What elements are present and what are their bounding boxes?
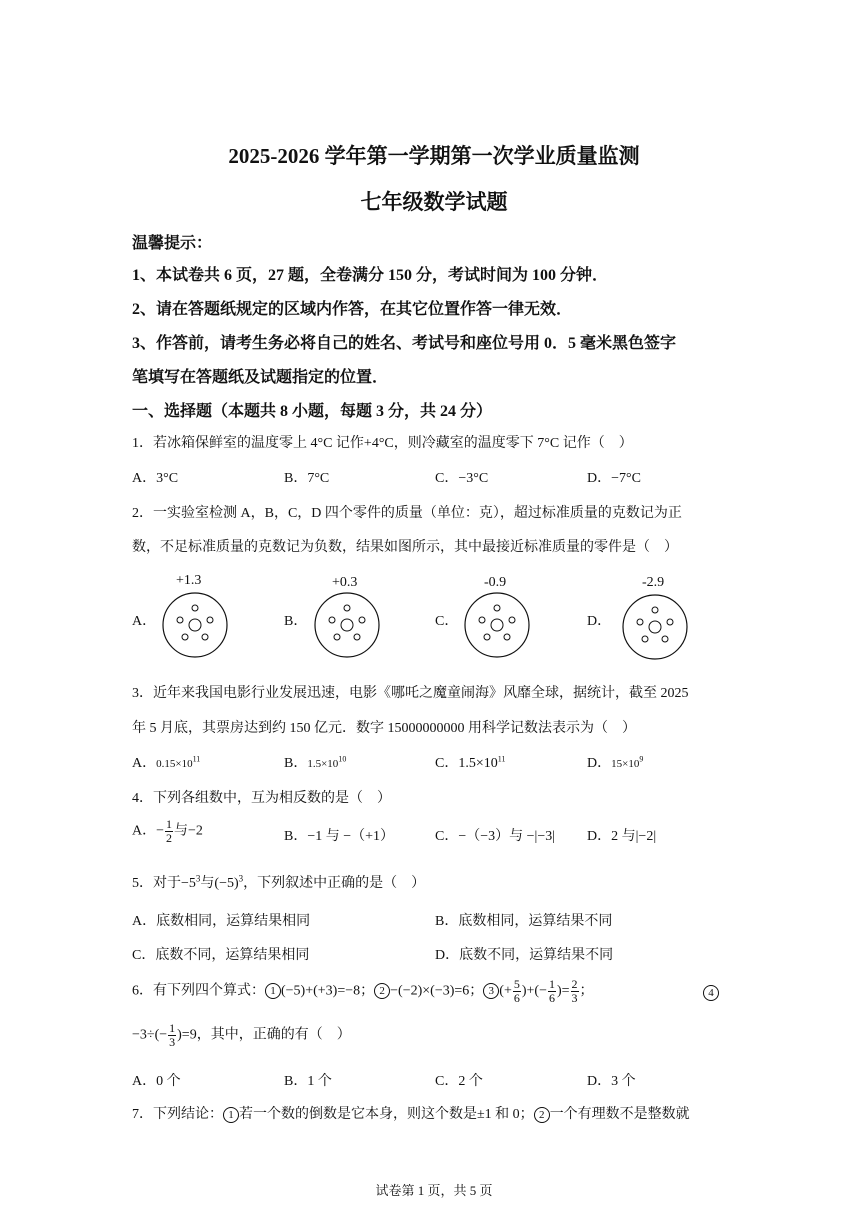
q5-option-b: B．底数相同，运算结果不同 (435, 914, 613, 929)
q6-option-d: D．3 个 (587, 1074, 636, 1089)
note-1: 1、本试卷共 6 页，27 题，全卷满分 150 分，考试时间为 100 分钟． (132, 267, 609, 284)
circled-2: 2 (534, 1107, 550, 1123)
q3-stem-line1: 3．近年来我国电影行业发展迅速，电影《哪吒之魔童闹海》风靡全球，据统计，截至 2025 (132, 686, 689, 701)
page-footer: 试卷第 1 页，共 5 页 (375, 1183, 493, 1198)
q2-part-c-value: -0.9 (484, 575, 507, 590)
q2-part-b-label: B． (284, 614, 308, 629)
note-2: 2、请在答题纸规定的区域内作答，在其它位置作答一律无效． (132, 301, 573, 318)
q3-option-b: B．$1.5\times 10^{10}$ (284, 754, 347, 771)
circled-1: 1 (223, 1107, 239, 1123)
q2-part-c-label: C． (435, 614, 459, 629)
exam-subtitle: 七年级数学试题 (360, 190, 508, 214)
q4-option-d: D．2 与|−2| (587, 829, 657, 844)
q4-option-a: A．− $\frac{1}{2}$ 与−2 (132, 817, 203, 845)
q6-option-a: A．0 个 (132, 1074, 181, 1089)
q1-option-d: D．−7°C (587, 471, 641, 486)
q2-part-a-value: +1.3 (176, 573, 202, 588)
circled-2: 2 (374, 983, 390, 999)
q6-line2: −3÷(− $\frac{1}{3}$ )=9，其中，正确的有（ ） (132, 1021, 351, 1049)
q4-stem: 4．下列各组数中，互为相反数的是（ ） (132, 791, 391, 806)
note-3a: 3、作答前，请考生务必将自己的姓名、考试号和座位号用 0．5 毫米黑色签字 (132, 335, 677, 352)
q2-part-b-figure (312, 590, 382, 660)
q2-stem-line1: 2．一实验室检测 A，B，C，D 四个零件的质量（单位：克），超过标准质量的克数记为正 (132, 506, 682, 521)
notes-heading: 温馨提示： (132, 235, 213, 252)
q5-option-c: C．底数不同，运算结果相同 (132, 948, 310, 963)
q2-part-d-label: D． (587, 614, 612, 629)
q1-stem: 1．若冰箱保鲜室的温度零上 4°C 记作+4°C，则冷藏室的温度零下 7°C 记作（ ） (132, 436, 633, 451)
circled-4: 4 (703, 985, 719, 1001)
q4-option-c: C．−（−3）与 −|−3| (435, 829, 556, 844)
q2-part-d-value: -2.9 (642, 575, 665, 590)
q2-part-a-figure (160, 590, 230, 660)
section-heading: 一、选择题（本题共 8 小题，每题 3 分，共 24 分） (132, 403, 493, 420)
q6-line1: 6．有下列四个算式： 1 (−5)+(+3)=−8； 2 −(−2)×(−3)=6； 3 (+ $\frac{5}{6}$ )+(− $\frac{1}{6}$ )= $\frac{2}{3}$ ； (132, 977, 594, 1005)
q3-stem-line2: 年 5 月底，其票房达到约 150 亿元．数字 15000000000 用科学记数法表示为（ ） (132, 721, 636, 736)
q3-option-a: A．$0.15\times 10^{11}$ (132, 754, 201, 771)
q2-part-a-label: A． (132, 614, 157, 629)
q2-stem-line2: 数，不足标准质量的克数记为负数，结果如图所示，其中最接近标准质量的零件是（ ） (132, 540, 678, 555)
q3-option-c: C．$1.5\times 10^{11}$ (435, 754, 506, 771)
q1-option-a: A．3°C (132, 471, 179, 486)
circled-1: 1 (265, 983, 281, 999)
q2-part-b-value: +0.3 (332, 575, 358, 590)
q5-option-d: D．底数不同，运算结果不同 (435, 948, 614, 963)
q2-part-c-figure (462, 590, 532, 660)
circled-3: 3 (483, 983, 499, 999)
q1-option-c: C．−3°C (435, 471, 489, 486)
q4-option-b: B．−1 与 −（+1） (284, 829, 395, 844)
q7-stem: 7．下列结论： 1 若一个数的倒数是它本身，则这个数是±1 和 0； 2 一个有理数不是整数就 (132, 1107, 690, 1122)
q5-stem: 5．对于$-5^3$与$(-5)^3$，下列叙述中正确的是（ ） (132, 873, 426, 891)
q5-option-a: A．底数相同，运算结果相同 (132, 914, 311, 929)
q3-option-d: D．$15\times 10^9$ (587, 754, 644, 771)
q2-part-d-figure (620, 592, 690, 662)
note-3b: 笔填写在答题纸及试题指定的位置． (132, 369, 389, 386)
q1-option-b: B．7°C (284, 471, 330, 486)
q6-option-c: C．2 个 (435, 1074, 483, 1089)
exam-title: 2025-2026 学年第一学期第一次学业质量监测 (228, 144, 640, 168)
q6-option-b: B．1 个 (284, 1074, 332, 1089)
